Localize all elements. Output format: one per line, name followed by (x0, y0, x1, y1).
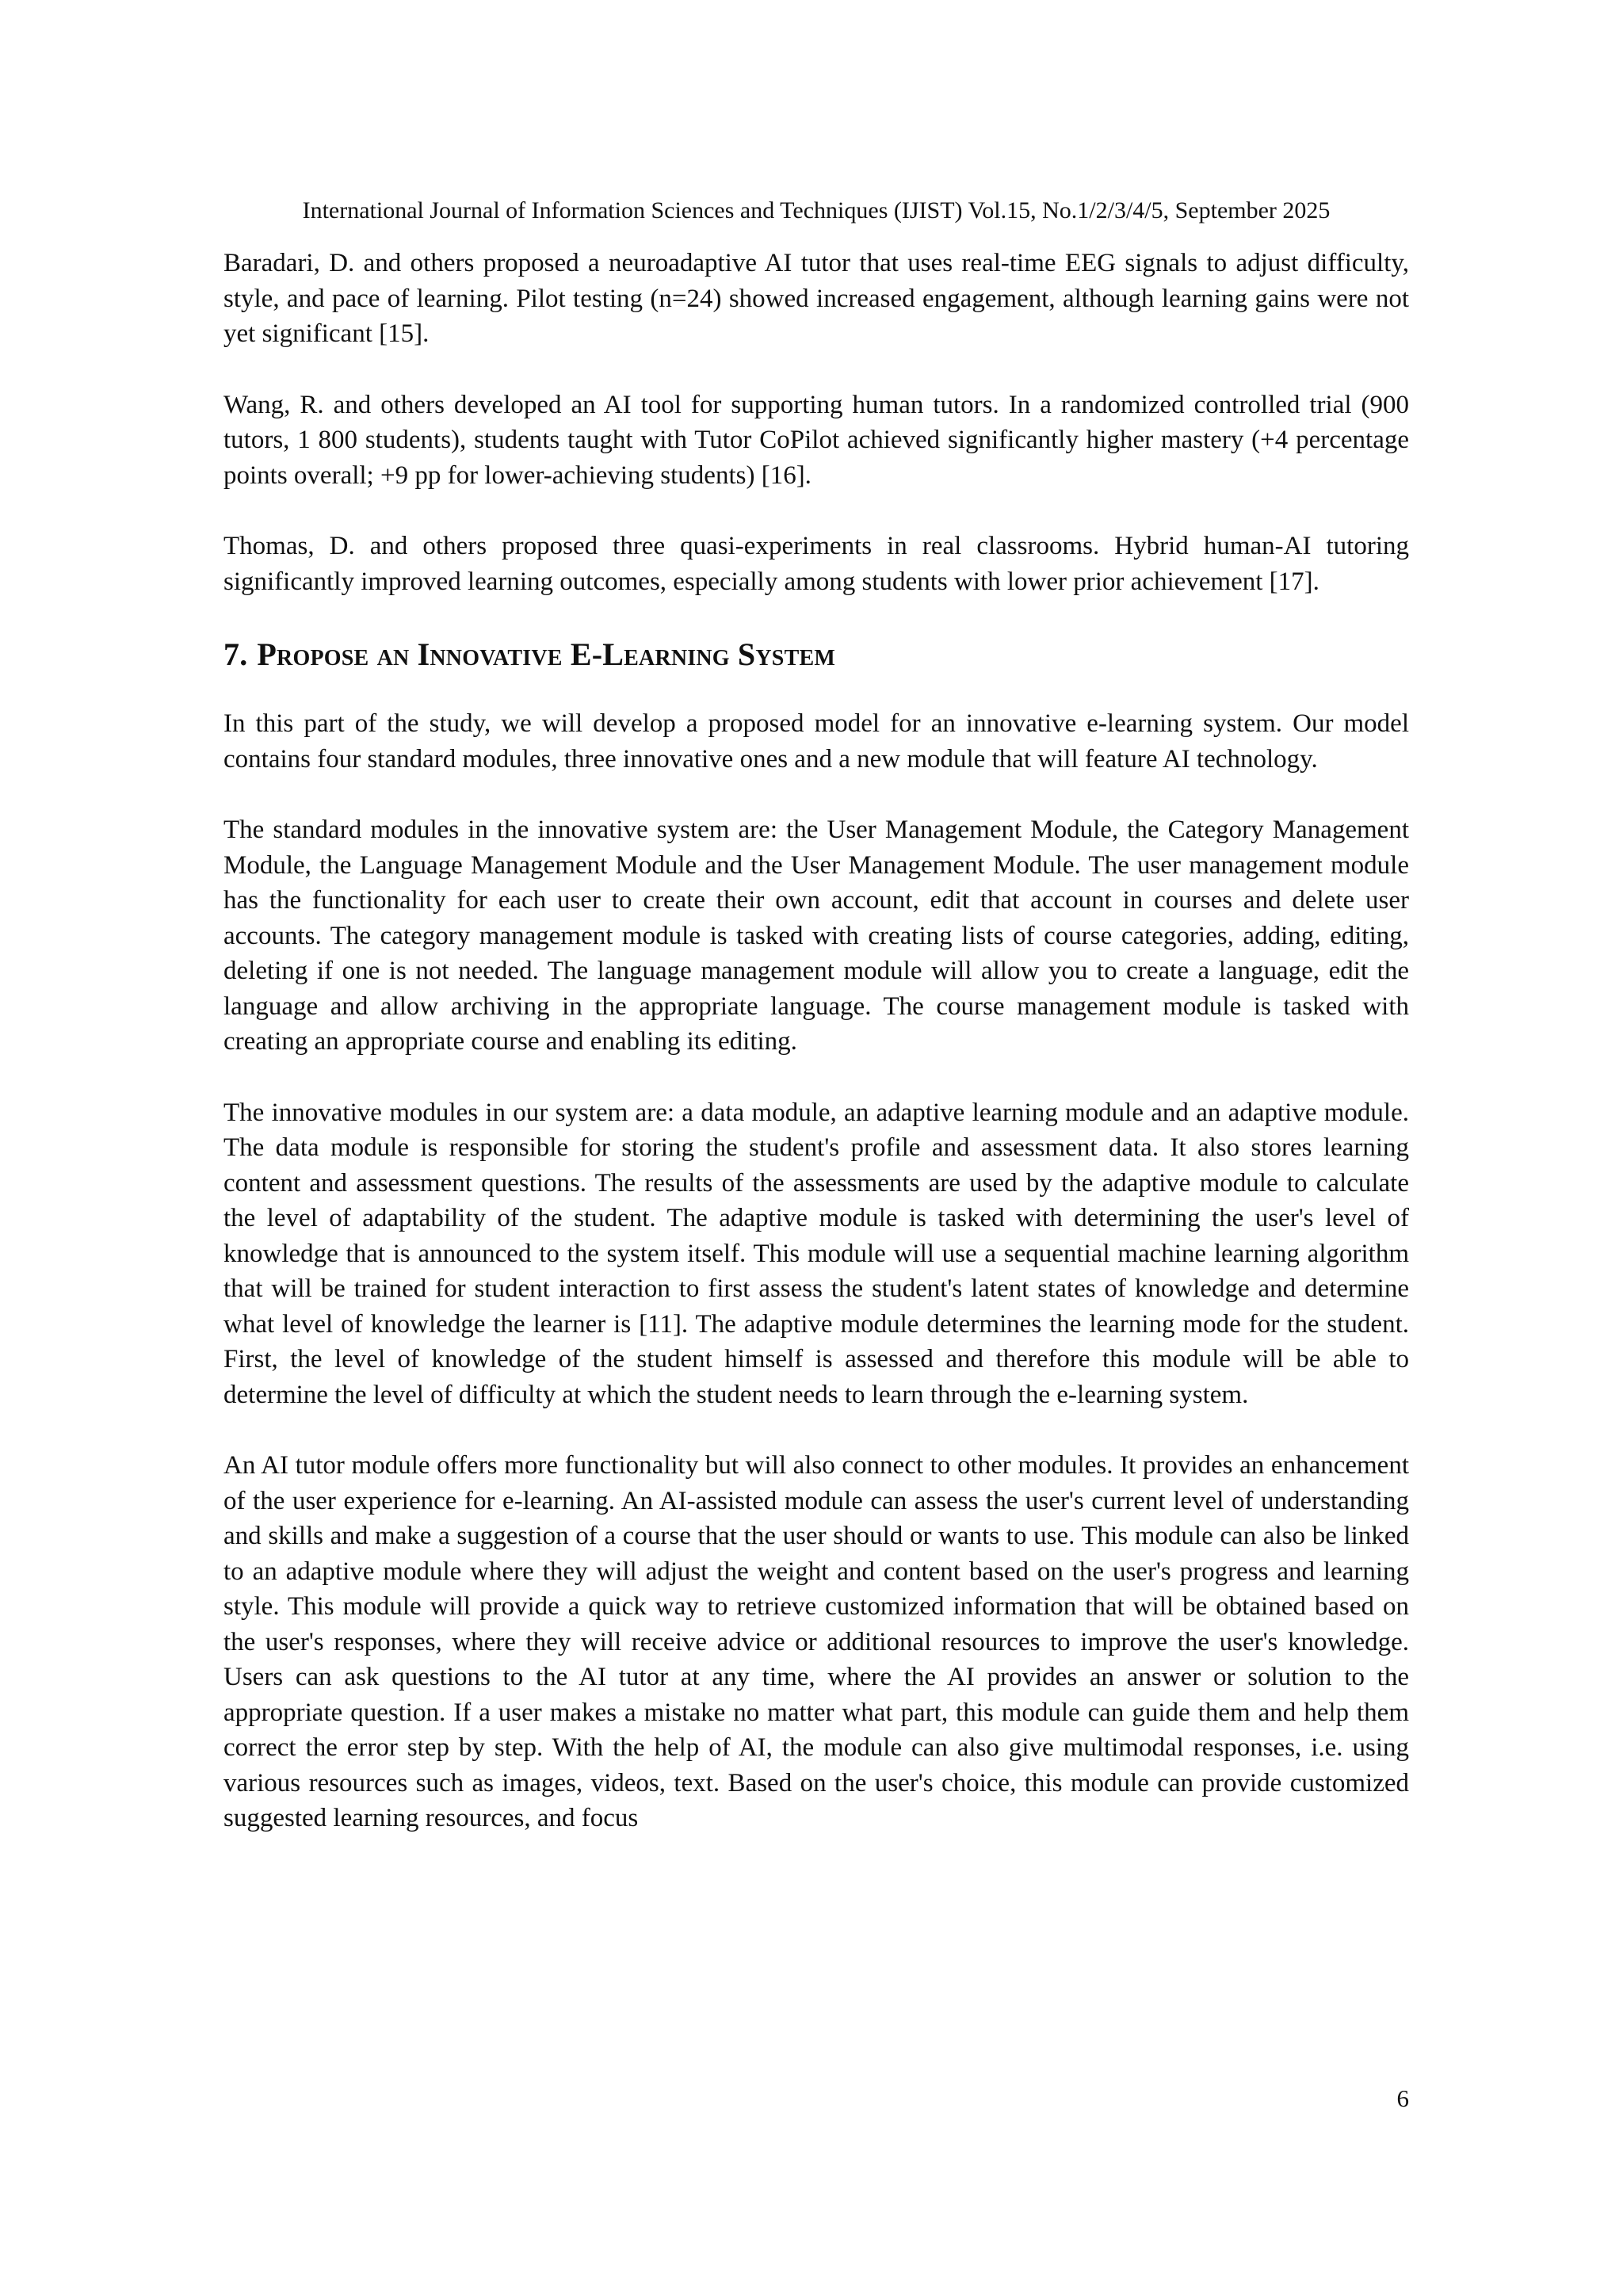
page-number: 6 (1396, 2084, 1409, 2112)
running-header: International Journal of Information Sciences and Techniques (IJIST) Vol.15, No.1/2/3/4/5, September 2025 (302, 197, 1331, 223)
paragraph-baradari: Baradari, D. and others proposed a neuroadaptive AI tutor that uses real-time EEG signals to adjust difficulty, style, and pace of learning. Pilot testing (n=24) showed increased engagement, although learning gains were not yet significant [15]. (223, 249, 1409, 348)
section-heading (223, 635, 1409, 674)
section-title: Propose an Innovative E-Learning System (257, 636, 835, 672)
paragraph-wang: Wang, R. and others developed an AI tool for supporting human tutors. In a randomized controlled trial (900 tutors, 1 800 students), students taught with Tutor CoPilot achieved significantly higher mastery (+4 percentage points overall; +9 pp for lower-achieving students) [16]. (223, 390, 1409, 490)
paragraph-intro: In this part of the study, we will develop a proposed model for an innovative e-learning system. Our model contains four standard modules, three innovative ones and a new module that will feature AI technology. (223, 709, 1409, 774)
paragraph-innovative-modules: The innovative modules in our system are: a data module, an adaptive learning module and an adaptive module. The data module is responsible for storing the student's profile and assessment data. It also stores learning content and assessment questions. The results of the assessments are used by the adaptive module to calculate the level of adaptability of the student. The adaptive module is tasked with determining the user's level of knowledge that is announced to the system itself. This module will use a sequential machine learning algorithm that will be trained for student interaction to first assess the student's latent states of knowledge and determine what level of knowledge the learner is [11]. The adaptive module determines the learning mode for the student. First, the level of knowledge of the student himself is assessed and therefore this module will be able to determine the level of difficulty at which the student needs to learn through the e-learning system. (223, 1098, 1409, 1409)
paragraph-standard-modules: The standard modules in the innovative system are: the User Management Module, the Category Management Module, the Language Management Module and the User Management Module. The user management module has the functionality for each user to create their own account, edit that account in courses and delete user accounts. The category management module is tasked with creating lists of course categories, adding, editing, deleting if one is not needed. The language management module will allow you to create a language, edit the language and allow archiving in the appropriate language. The course management module is tasked with creating an appropriate course and enabling its editing. (223, 816, 1409, 1056)
paragraph-thomas: Thomas, D. and others proposed three quasi-experiments in real classrooms. Hybrid human-AI tutoring significantly improved learning outcomes, especially among students with lower prior achievement [17]. (223, 532, 1409, 596)
main-content (223, 246, 1409, 1872)
paragraph-ai-tutor-module: An AI tutor module offers more functionality but will also connect to other modules. It provides an enhancement of the user experience for e-learning. An AI-assisted module can assess the user's current level of understanding and skills and make a suggestion of a course that the user should or wants to use. This module can also be linked to an adaptive module where they will adjust the weight and content based on the user's progress and learning style. This module will provide a quick way to retrieve customized information that will be obtained based on the user's responses, where they will receive advice or additional resources to improve the user's knowledge. Users can ask questions to the AI tutor at any time, where the AI provides an answer or solution to the appropriate question. If a user makes a mistake no matter what part, this module can guide them and help them correct the error step by step. With the help of AI, the module can also give multimodal responses, i.e. using various resources such as images, videos, text. Based on the user's choice, this module can provide customized suggested learning resources, and focus (223, 1451, 1409, 1832)
section-number: 7. (223, 636, 248, 672)
